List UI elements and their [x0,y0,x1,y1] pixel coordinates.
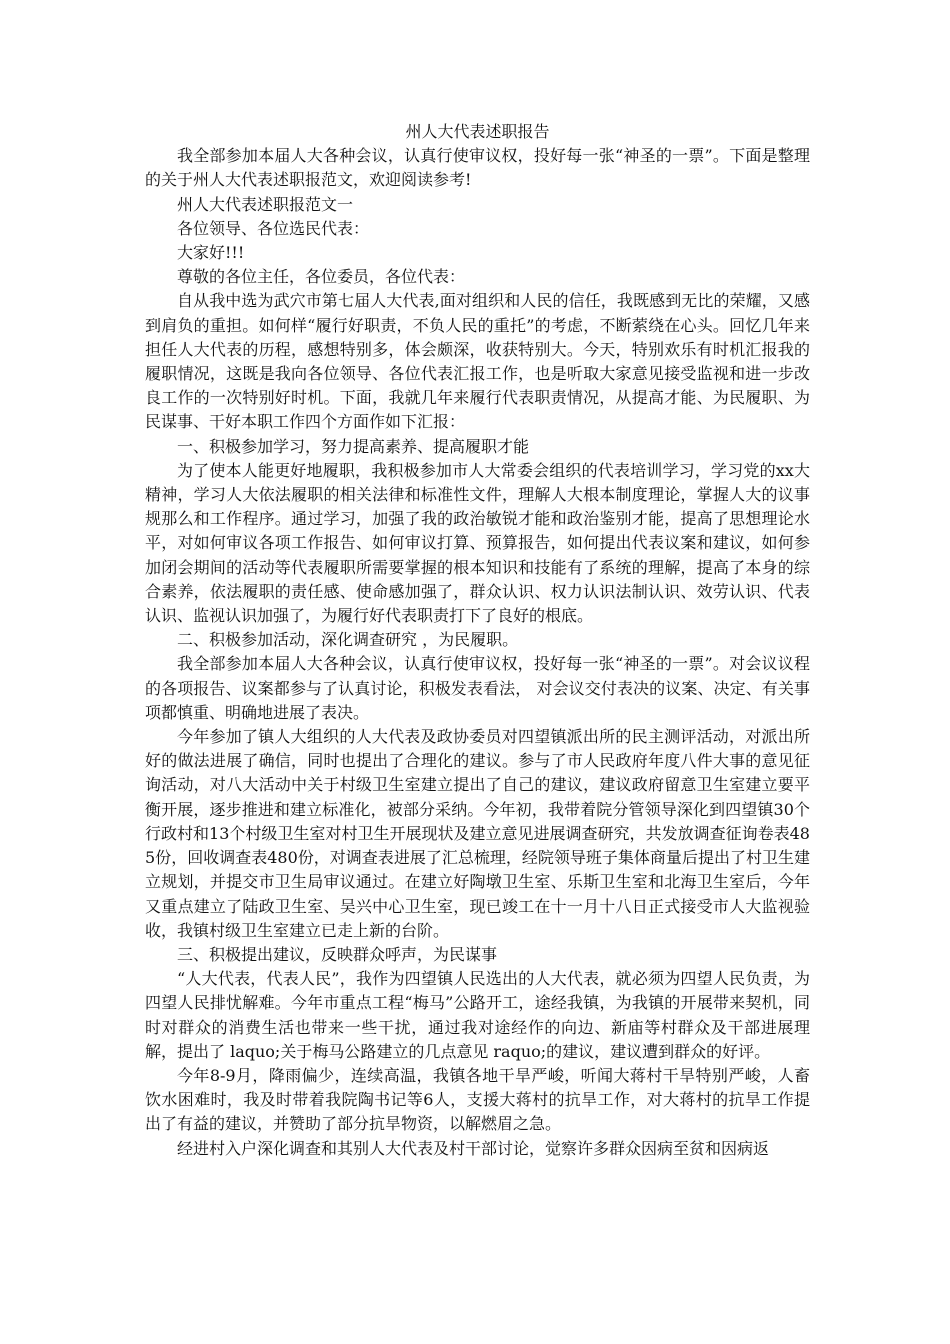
paragraph-suggestions: “人大代表，代表人民”，我作为四望镇人民选出的人大代表，就必须为四望人民负责，为四望人民排忧解难。今年市重点工程“梅马”公路开工，途经我镇，为我镇的开展带来契机，同时对群众的消费生活也带来一些干扰，通过我对途经作的向边、新庙等村群众及干部进展理解，提出了 laquo;关于梅马公路建立的几点意见 raquo;的建议，建议遭到群众的好评。 [145,969,810,1061]
paragraph-opening: 自从我中选为武穴市第七届人大代表,面对组织和人民的信任，我既感到无比的荣耀，又感到肩负的重担。如何样“履行好职责，不负人民的重托”的考虑，不断萦绕在心头。回忆几年来担任人大代表的历程，感想特别多，体会颇深，收获特别大。今天，特别欢乐有时机汇报我的履职情况，这既是我向各位领导、各位代表汇报工作，也是听取大家意见接受监视和进一步改良工作的一次特别好时机。下面，我就几年来履行代表职责情况，从提高才能、为民履职、为民谋事、干好本职工作四个方面作如下汇报： [145,291,810,432]
paragraph-study: 为了使本人能更好地履职，我积极参加市人大常委会组织的代表培训学习，学习党的xx大精神，学习人大依法履职的相关法律和标准性文件，理解人大根本制度理论，掌握人大的议事规那么和工作程序。通过学习，加强了我的政治敏锐才能和政治鉴别才能，提高了思想理论水平，对如何审议各项工作报告、如何审议打算、预算报告，如何提出代表议案和建议，如何参加闭会期间的活动等代表履职所需要掌握的根本知识和技能有了系统的理解，提高了本身的综合素养，依法履职的责任感、使命感加强了，群众认识、权力认识法制认识、效劳认识、代表认识、监视认识加强了，为履行好代表职责打下了良好的根底。 [145,460,810,626]
paragraph-meetings: 我全部参加本届人大各种会议，认真行使审议权，投好每一张“神圣的一票”。对会议议程的各项报告、议案都参与了认真讨论，积极发表看法， 对会议交付表决的议案、决定、有关事项都慎重、明确地进展了表决。 [145,654,810,722]
paragraph-activities: 今年参加了镇人大组织的人大代表及政协委员对四望镇派出所的民主测评活动，对派出所好的做法进展了确信，同时也提出了合理化的建议。参与了市人民政府年度八件大事的意见征询活动，对八大活动中关于村级卫生室建立提出了自己的建议，建议政府留意卫生室建立要平衡开展，逐步推进和建立标准化，被部分采纳。今年初，我带着院分管领导深化到四望镇30个行政村和13个村级卫生室对村卫生开展现状及建立意见进展调查研究，共发放调查征询卷表485份，回收调查表480份，对调查表进展了汇总梳理，经院领导班子集体商量后提出了村卫生建立规划，并提交市卫生局审议通过。在建立好陶墩卫生室、乐斯卫生室和北海卫生室后，今年又重点建立了陆政卫生室、吴兴中心卫生室，现已竣工在十一月十八日正式接受市人大监视验收，我镇村级卫生室建立已走上新的台阶。 [145,727,810,940]
section-heading-3: 三、积极提出建议，反映群众呼声，为民谋事 [177,944,498,964]
paragraph-salutation: 尊敬的各位主任，各位委员，各位代表： [177,267,466,287]
document-title: 州人大代表述职报告 [405,122,550,141]
section-heading-2: 二、积极参加活动，深化调查研究 ，为民履职。 [177,630,519,650]
paragraph-investigation: 经进村入户深化调查和其别人大代表及村干部讨论，觉察许多群众因病至贫和因病返 [177,1138,770,1158]
paragraph-greeting-all: 大家好!!! [177,243,245,263]
paragraph-drought: 今年8-9月，降雨偏少，连续高温，我镇各地干旱严峻，听闻大蒋村干旱特别严峻，人畜饮水困难时，我及时带着我院陶书记等6人，支援大蒋村的抗旱工作，对大蒋村的抗旱工作提出了有益的建议，并赞助了部分抗旱物资，以解燃眉之急。 [145,1065,810,1134]
paragraph-greeting-leaders: 各位领导、各位选民代表： [177,218,370,238]
paragraph-sample-heading: 州人大代表述职报范文一 [177,194,354,214]
document-page [145,120,810,1161]
section-heading-1: 一、积极参加学习，努力提高素养、提高履职才能 [177,436,530,456]
paragraph-intro: 我全部参加本届人大各种会议，认真行使审议权，投好每一张“神圣的一票”。下面是整理的关于州人大代表述职报范文，欢迎阅读参考! [145,146,810,190]
